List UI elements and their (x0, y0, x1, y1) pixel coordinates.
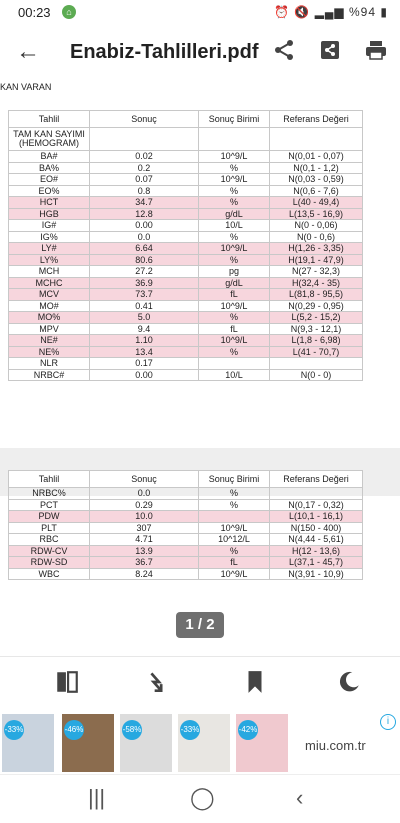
column-header-result: Sonuç (90, 471, 199, 488)
status-icons (274, 5, 388, 19)
mute-icon: 🔇 (294, 5, 311, 19)
ad-product-image[interactable] (120, 714, 172, 772)
table-row (9, 254, 363, 266)
result-cell: 36.7 (90, 557, 199, 569)
column-header-unit: Sonuç Birimi (199, 111, 270, 128)
table-header-row (9, 111, 363, 128)
column-header-test: Tahlil (9, 471, 90, 488)
discount-badge: -46% (64, 720, 84, 740)
reference-cell: N(0,01 - 0,07) (270, 151, 363, 163)
reference-cell: L(1,8 - 6,98) (270, 335, 363, 347)
table-row (9, 522, 363, 534)
unit-cell: 10^12/L (199, 534, 270, 546)
unit-cell: 10^9/L (199, 522, 270, 534)
reference-cell: N(27 - 32,3) (270, 266, 363, 278)
column-header-reference: Referans Değeri (270, 471, 363, 488)
test-name-cell: NE% (9, 346, 90, 358)
nav-back-icon[interactable]: ‹ (296, 785, 304, 810)
result-cell: 0.41 (90, 300, 199, 312)
column-header-reference: Referans Değeri (270, 111, 363, 128)
test-name-cell: MO% (9, 312, 90, 324)
unit-cell: 10/L (199, 220, 270, 232)
discount-badge: -42% (238, 720, 258, 740)
unit-cell: 10^9/L (199, 568, 270, 580)
reference-cell: N(3,91 - 10,9) (270, 568, 363, 580)
empty-cell (199, 128, 270, 151)
result-cell: 0.02 (90, 151, 199, 163)
test-name-cell: LY# (9, 243, 90, 255)
empty-cell (270, 128, 363, 151)
test-name-cell: NRBC% (9, 488, 90, 500)
test-name-cell: NLR (9, 358, 90, 370)
test-name-cell: NRBC# (9, 369, 90, 381)
back-arrow-icon[interactable]: ← (16, 38, 40, 65)
discount-badge: -33% (180, 720, 200, 740)
share-to-app-icon[interactable] (318, 38, 342, 62)
result-cell: 9.4 (90, 323, 199, 335)
reference-cell: L(81,8 - 95,5) (270, 289, 363, 301)
table-row (9, 277, 363, 289)
table-row (9, 488, 363, 500)
ad-brand[interactable]: miu.com.tr (305, 738, 366, 753)
reference-cell: L(13,5 - 16,9) (270, 208, 363, 220)
section-subtitle: (HEMOGRAM) (19, 138, 79, 148)
discount-badge: -58% (122, 720, 142, 740)
reference-cell: N(0,1 - 1,2) (270, 162, 363, 174)
result-cell: 0.00 (90, 220, 199, 232)
test-name-cell: IG% (9, 231, 90, 243)
unit-cell: g/dL (199, 277, 270, 289)
reference-cell: N(150 - 400) (270, 522, 363, 534)
lab-results-table-1 (8, 110, 363, 381)
table-row (9, 312, 363, 324)
ad-product-image[interactable] (2, 714, 54, 772)
result-cell: 0.00 (90, 369, 199, 381)
table-row (9, 568, 363, 580)
table-row (9, 151, 363, 163)
table-row (9, 162, 363, 174)
result-cell: 0.2 (90, 162, 199, 174)
unit-cell: 10^9/L (199, 243, 270, 255)
test-name-cell: MCHC (9, 277, 90, 289)
status-time: 00:23 (18, 5, 51, 20)
test-name-cell: PLT (9, 522, 90, 534)
ad-product-image[interactable] (178, 714, 230, 772)
result-cell: 34.7 (90, 197, 199, 209)
result-cell: 8.24 (90, 568, 199, 580)
result-cell: 13.9 (90, 545, 199, 557)
table-row (9, 346, 363, 358)
battery-icon: ▮ (380, 5, 388, 19)
table-row (9, 545, 363, 557)
unit-cell: 10^9/L (199, 151, 270, 163)
test-name-cell: BA# (9, 151, 90, 163)
reference-cell: L(40 - 49,4) (270, 197, 363, 209)
test-name-cell: RDW-CV (9, 545, 90, 557)
reference-cell: L(5,2 - 15,2) (270, 312, 363, 324)
unit-cell: 10^9/L (199, 174, 270, 186)
unit-cell: 10^9/L (199, 300, 270, 312)
test-name-cell: IG# (9, 220, 90, 232)
unit-cell: fL (199, 557, 270, 569)
unit-cell: % (199, 312, 270, 324)
battery-level: %94 (349, 5, 377, 19)
unit-cell: % (199, 346, 270, 358)
result-cell: 0.0 (90, 488, 199, 500)
table-row (9, 335, 363, 347)
unit-cell (199, 358, 270, 370)
table-row (9, 499, 363, 511)
test-name-cell: RBC (9, 534, 90, 546)
table-row (9, 231, 363, 243)
unit-cell: % (199, 488, 270, 500)
result-cell: 0.07 (90, 174, 199, 186)
system-nav-bar (0, 774, 400, 823)
section-title-row (9, 128, 363, 151)
table-header-row (9, 471, 363, 488)
table-row (9, 323, 363, 335)
test-name-cell: EO# (9, 174, 90, 186)
test-name-cell: LY% (9, 254, 90, 266)
reference-cell: N(9,3 - 12,1) (270, 323, 363, 335)
result-cell: 0.0 (90, 231, 199, 243)
bookmark-icon[interactable] (242, 669, 268, 695)
unit-cell: fL (199, 323, 270, 335)
lab-results-table-2 (8, 470, 363, 580)
unit-cell: fL (199, 289, 270, 301)
pdf-document-view[interactable] (0, 80, 400, 640)
discount-badge: -33% (4, 720, 24, 740)
result-cell: 80.6 (90, 254, 199, 266)
table-row (9, 300, 363, 312)
night-mode-icon[interactable] (336, 669, 362, 695)
test-name-cell: MCH (9, 266, 90, 278)
reference-cell: N(0,6 - 7,6) (270, 185, 363, 197)
column-header-unit: Sonuç Birimi (199, 471, 270, 488)
signal-icon: ▂▄▆ (314, 5, 345, 19)
reference-cell: N(4,44 - 5,61) (270, 534, 363, 546)
result-cell: 13.4 (90, 346, 199, 358)
app-notification-icon: ⌂ (62, 5, 76, 19)
reference-cell: H(19,1 - 47,9) (270, 254, 363, 266)
reference-cell: N(0 - 0) (270, 369, 363, 381)
reference-cell: H(32,4 - 35) (270, 277, 363, 289)
unit-cell: % (199, 499, 270, 511)
test-name-cell: BA% (9, 162, 90, 174)
result-cell: 27.2 (90, 266, 199, 278)
unit-cell: % (199, 197, 270, 209)
ad-product-image[interactable] (236, 714, 288, 772)
unit-cell: % (199, 254, 270, 266)
test-name-cell: MPV (9, 323, 90, 335)
test-name-cell: PCT (9, 499, 90, 511)
reader-bottom-bar (0, 656, 400, 707)
empty-cell (90, 128, 199, 151)
reference-cell: N(0 - 0,6) (270, 231, 363, 243)
table-row (9, 369, 363, 381)
result-cell: 12.8 (90, 208, 199, 220)
result-cell: 307 (90, 522, 199, 534)
unit-cell: g/dL (199, 208, 270, 220)
reference-cell (270, 358, 363, 370)
reference-cell: N(0,03 - 0,59) (270, 174, 363, 186)
print-icon[interactable] (364, 38, 388, 62)
document-header-text: KAN VARAN (0, 82, 52, 92)
reference-cell: H(12 - 13,6) (270, 545, 363, 557)
test-name-cell: HCT (9, 197, 90, 209)
ad-product-image[interactable] (62, 714, 114, 772)
table-row (9, 243, 363, 255)
home-icon[interactable]: ◯ (190, 785, 215, 810)
unit-cell: pg (199, 266, 270, 278)
result-cell: 10.0 (90, 511, 199, 523)
table-row (9, 358, 363, 370)
page-indicator: 1 / 2 (176, 612, 224, 638)
reference-cell: N(0 - 0,06) (270, 220, 363, 232)
unit-cell (199, 511, 270, 523)
test-name-cell: PDW (9, 511, 90, 523)
result-cell: 4.71 (90, 534, 199, 546)
result-cell: 36.9 (90, 277, 199, 289)
unit-cell: 10^9/L (199, 335, 270, 347)
result-cell: 5.0 (90, 312, 199, 324)
book-view-icon[interactable] (54, 669, 80, 695)
test-name-cell: EO% (9, 185, 90, 197)
ad-info-icon[interactable]: i (380, 714, 396, 730)
unit-cell: % (199, 162, 270, 174)
ad-banner[interactable] (0, 710, 400, 774)
reference-cell: L(10,1 - 16,1) (270, 511, 363, 523)
alarm-icon: ⏰ (274, 5, 291, 19)
table-row (9, 289, 363, 301)
test-name-cell: WBC (9, 568, 90, 580)
table-row (9, 266, 363, 278)
app-toolbar (0, 24, 400, 80)
share-icon[interactable] (272, 38, 296, 62)
test-name-cell: NE# (9, 335, 90, 347)
table-row (9, 220, 363, 232)
reference-cell (270, 488, 363, 500)
status-bar (0, 0, 400, 24)
test-name-cell: RDW-SD (9, 557, 90, 569)
result-cell: 73.7 (90, 289, 199, 301)
table-row (9, 185, 363, 197)
result-cell: 0.29 (90, 499, 199, 511)
section-title-cell (9, 128, 90, 151)
test-name-cell: HGB (9, 208, 90, 220)
table-row (9, 534, 363, 546)
result-cell: 0.8 (90, 185, 199, 197)
test-name-cell: MCV (9, 289, 90, 301)
test-name-cell: MO# (9, 300, 90, 312)
recent-apps-icon[interactable]: ||| (88, 785, 106, 810)
column-header-result: Sonuç (90, 111, 199, 128)
table-row (9, 197, 363, 209)
table-row (9, 511, 363, 523)
column-header-test: Tahlil (9, 111, 90, 128)
unit-cell: % (199, 185, 270, 197)
table-row (9, 174, 363, 186)
reference-cell: N(0,17 - 0,32) (270, 499, 363, 511)
goto-page-icon[interactable] (146, 669, 172, 695)
result-cell: 0.17 (90, 358, 199, 370)
table-row (9, 208, 363, 220)
document-title: Enabiz-Tahlilleri.pdf (70, 41, 259, 63)
reference-cell: N(0,29 - 0,95) (270, 300, 363, 312)
unit-cell: 10/L (199, 369, 270, 381)
result-cell: 1.10 (90, 335, 199, 347)
table-row (9, 557, 363, 569)
reference-cell: L(41 - 70,7) (270, 346, 363, 358)
unit-cell: % (199, 545, 270, 557)
page-bottom-margin (0, 432, 400, 448)
reference-cell: H(1,26 - 3,35) (270, 243, 363, 255)
unit-cell: % (199, 231, 270, 243)
reference-cell: L(37,1 - 45,7) (270, 557, 363, 569)
result-cell: 6.64 (90, 243, 199, 255)
section-title: TAM KAN SAYIMI (13, 129, 85, 139)
